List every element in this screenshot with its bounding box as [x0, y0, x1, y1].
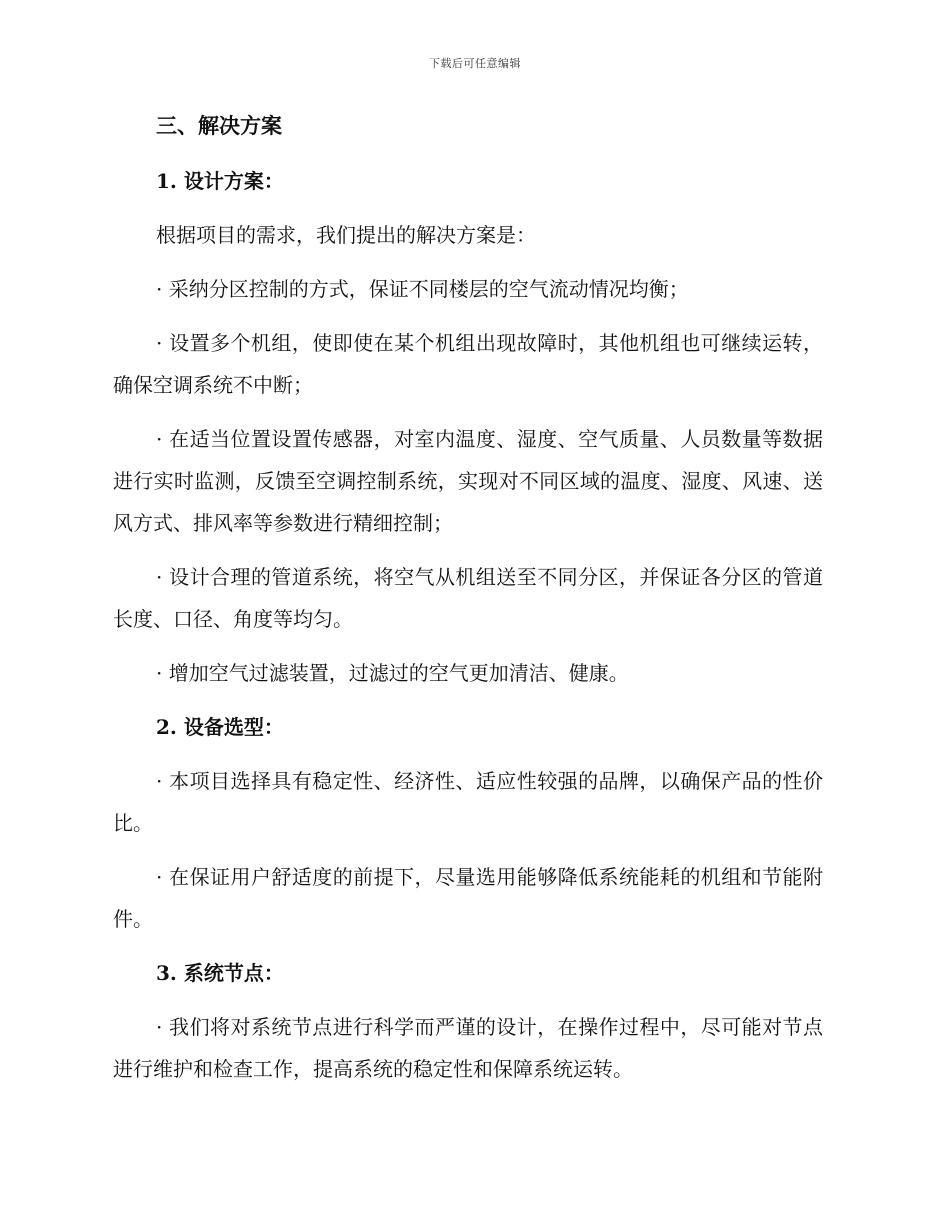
page-header-note: 下载后可任意编辑	[429, 57, 521, 70]
design-bullet: · 在适当位置设置传感器，对室内温度、湿度、空气质量、人员数量等数据进行实时监测，反馈至空调控制系统，实现对不同区域的温度、湿度、风速、送风方式、排风率等参数进行精细控制；	[113, 427, 823, 535]
subsection-title-equipment: 2. 设备选型：	[156, 715, 284, 739]
section-title: 三、解决方案	[156, 113, 282, 138]
design-bullet: · 设计合理的管道系统，将空气从机组送至不同分区，并保证各分区的管道长度、口径、角度等均匀。	[113, 565, 823, 631]
design-bullet: · 增加空气过滤装置，过滤过的空气更加清洁、健康。	[156, 661, 629, 685]
design-bullet: · 设置多个机组，使即使在某个机组出现故障时，其他机组也可继续运转，确保空调系统不中断；	[113, 331, 823, 397]
nodes-bullet: · 我们将对系统节点进行科学而严谨的设计，在操作过程中，尽可能对节点进行维护和检查工作，提高系统的稳定性和保障系统运转。	[113, 1015, 823, 1081]
design-bullet: · 采纳分区控制的方式，保证不同楼层的空气流动情况均衡；	[156, 277, 689, 301]
document-body	[113, 104, 823, 1102]
subsection-title-nodes: 3. 系统节点：	[156, 961, 284, 985]
equipment-bullet: · 本项目选择具有稳定性、经济性、适应性较强的品牌，以确保产品的性价比。	[113, 769, 823, 835]
equipment-bullet: · 在保证用户舒适度的前提下，尽量选用能够降低系统能耗的机组和节能附件。	[113, 865, 823, 931]
subsection-title-design: 1. 设计方案：	[156, 169, 284, 193]
intro-paragraph: 根据项目的需求，我们提出的解决方案是：	[156, 223, 536, 247]
